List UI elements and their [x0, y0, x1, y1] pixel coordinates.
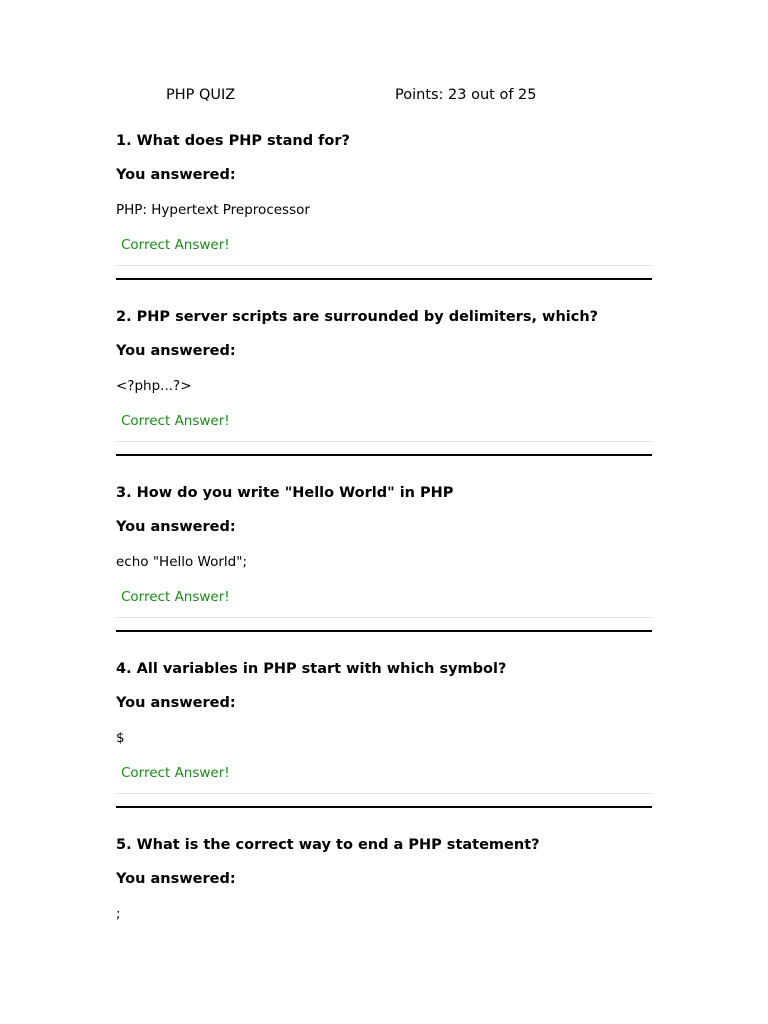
user-answer: $ — [116, 730, 125, 746]
quiz-header — [0, 87, 768, 107]
thick-divider — [116, 278, 652, 280]
you-answered-label: You answered: — [116, 695, 236, 711]
user-answer: echo "Hello World"; — [116, 554, 247, 570]
thick-divider — [116, 630, 652, 632]
question-4 — [116, 661, 653, 837]
question-text: 2. PHP server scripts are surrounded by delimiters, which? — [116, 309, 599, 325]
result-correct: Correct Answer! — [121, 413, 230, 429]
thick-divider — [116, 454, 652, 456]
thin-divider — [116, 793, 653, 794]
question-text: 1. What does PHP stand for? — [116, 133, 350, 149]
question-5 — [116, 837, 653, 1013]
result-correct: Correct Answer! — [121, 589, 230, 605]
you-answered-label: You answered: — [116, 343, 236, 359]
result-correct: Correct Answer! — [121, 765, 230, 781]
thin-divider — [116, 441, 653, 442]
you-answered-label: You answered: — [116, 871, 236, 887]
user-answer: <?php...?> — [116, 378, 192, 394]
you-answered-label: You answered: — [116, 167, 236, 183]
quiz-title: PHP QUIZ — [166, 87, 236, 103]
question-1 — [116, 133, 653, 309]
result-correct: Correct Answer! — [121, 237, 230, 253]
question-text: 4. All variables in PHP start with which symbol? — [116, 661, 507, 677]
thin-divider — [116, 617, 653, 618]
user-answer: PHP: Hypertext Preprocessor — [116, 202, 310, 218]
question-text: 5. What is the correct way to end a PHP statement? — [116, 837, 540, 853]
thin-divider — [116, 265, 653, 266]
question-text: 3. How do you write "Hello World" in PHP — [116, 485, 454, 501]
question-2 — [116, 309, 653, 485]
question-3 — [116, 485, 653, 661]
user-answer: ; — [116, 906, 121, 922]
quiz-score: Points: 23 out of 25 — [395, 87, 537, 103]
you-answered-label: You answered: — [116, 519, 236, 535]
thick-divider — [116, 806, 652, 808]
